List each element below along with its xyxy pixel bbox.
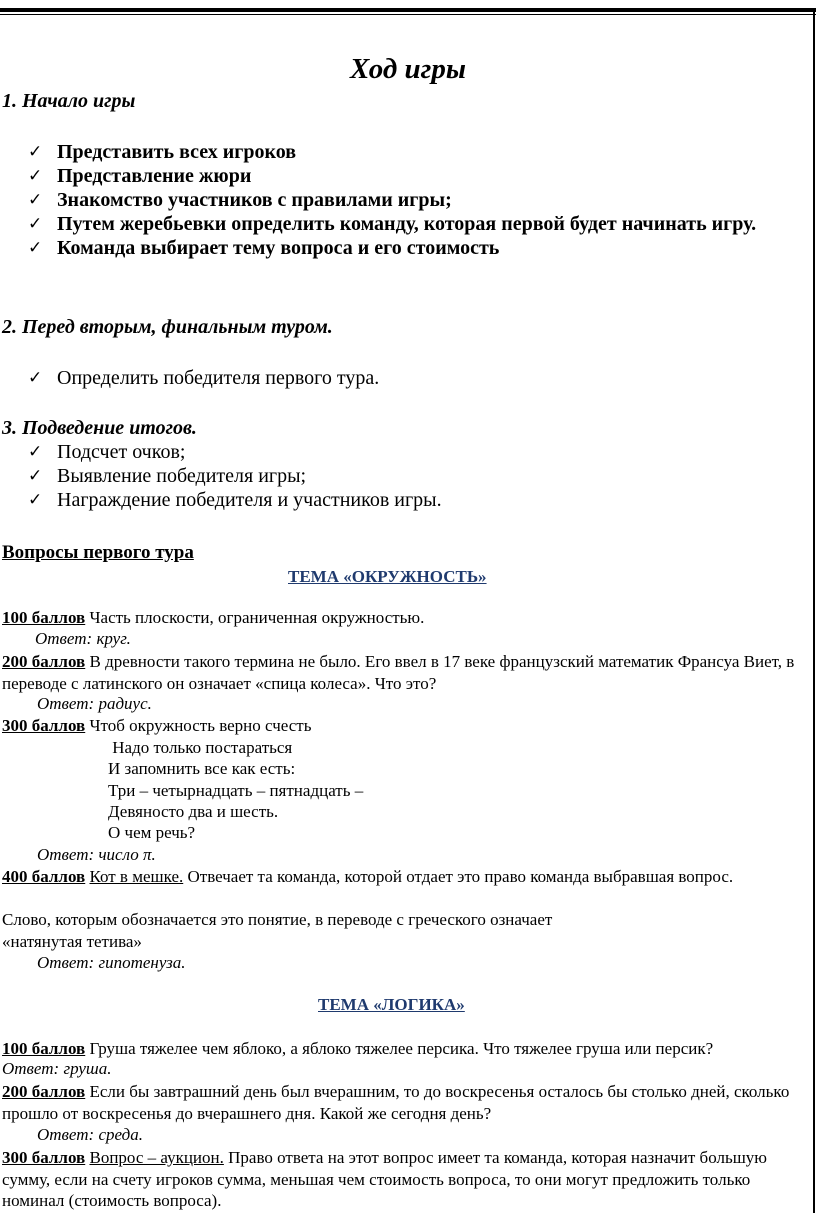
answer: Ответ: число π. (37, 845, 156, 864)
checkmark-icon: ✓ (28, 238, 43, 258)
list-item: ✓ Путем жеребьевки определить команду, которая первой будет начинать игру. (28, 213, 757, 235)
top-border-thick (0, 8, 816, 12)
question-100: 100 баллов Часть плоскости, ограниченная окружностью. (2, 608, 425, 627)
section1-heading: 1. Начало игры (2, 90, 136, 112)
section2-list (28, 366, 798, 390)
checkmark-icon: ✓ (28, 442, 43, 462)
checkmark-icon: ✓ (28, 490, 43, 510)
answer: Ответ: груша. (2, 1059, 112, 1078)
checkmark-icon: ✓ (28, 466, 43, 486)
checkmark-icon: ✓ (28, 368, 43, 388)
answer: Ответ: радиус. (37, 694, 152, 713)
answer: Ответ: круг. (35, 629, 131, 648)
list-item: ✓ Награждение победителя и участников игры. (28, 489, 442, 511)
answer: Ответ: гипотенуза. (37, 953, 186, 972)
right-border (813, 8, 815, 1213)
theme1-title: ТЕМА «ОКРУЖНОСТЬ» (288, 567, 487, 586)
list-item: ✓ Определить победителя первого тура. (28, 367, 380, 389)
theme2-title: ТЕМА «ЛОГИКА» (318, 995, 465, 1014)
list-item: ✓ Знакомство участников с правилами игры; (28, 189, 452, 211)
question-300: 300 баллов Чтоб окружность верно счесть (2, 716, 312, 735)
list-item: ✓ Представить всех игроков (28, 141, 297, 163)
checkmark-icon: ✓ (28, 214, 43, 234)
question-100: 100 баллов Груша тяжелее чем яблоко, а яблоко тяжелее персика. Что тяжелее груша или персик? (2, 1039, 714, 1058)
poem: Надо только постараться И запомнить все как есть: Три – четырнадцать – пятнадцать – Девяносто два и шесть. О чем речь? (108, 738, 364, 843)
list-item: ✓ Подсчет очков; (28, 441, 186, 463)
question-200: 200 баллов Если бы завтрашний день был вчерашним, то до воскресенья осталось бы столько дней, сколько прошло от воскресенья до вчерашнего дня. Какой же сегодня день? (2, 1082, 790, 1123)
page-title: Ход игры (350, 53, 466, 85)
question-400-line3: «натянутая тетива» (2, 932, 142, 951)
checkmark-icon: ✓ (28, 166, 43, 186)
question-300: 300 баллов Вопрос – аукцион. Право ответа на этот вопрос имеет та команда, которая назначит большую сумму, если на счету игроков сумма, меньшая чем стоимость вопроса, то они могут предложить только номинал (стоимость вопроса). (2, 1148, 767, 1210)
question-200: 200 баллов В древности такого термина не было. Его ввел в 17 веке французский математик Франсуа Виет, в переводе с латинского он означает «спица колеса». Что это? (2, 652, 795, 693)
checkmark-icon: ✓ (28, 190, 43, 210)
list-item: ✓ Выявление победителя игры; (28, 465, 307, 487)
section2-heading: 2. Перед вторым, финальным туром. (2, 316, 333, 338)
section3-heading: 3. Подведение итогов. (2, 417, 197, 439)
question-400: 400 баллов Кот в мешке. Отвечает та команда, которой отдает это право команда выбравшая вопрос. (2, 867, 734, 886)
answer: Ответ: среда. (37, 1125, 143, 1144)
section1-list (28, 140, 798, 260)
list-item: ✓ Команда выбирает тему вопроса и его стоимость (28, 237, 500, 259)
checkmark-icon: ✓ (28, 142, 43, 162)
section3-list (28, 440, 798, 512)
top-border-thin (0, 14, 816, 15)
round1-heading: Вопросы первого тура (2, 542, 194, 563)
question-400-line2: Слово, которым обозначается это понятие, в переводе с греческого означает (2, 910, 553, 929)
list-item: ✓ Представление жюри (28, 165, 252, 187)
